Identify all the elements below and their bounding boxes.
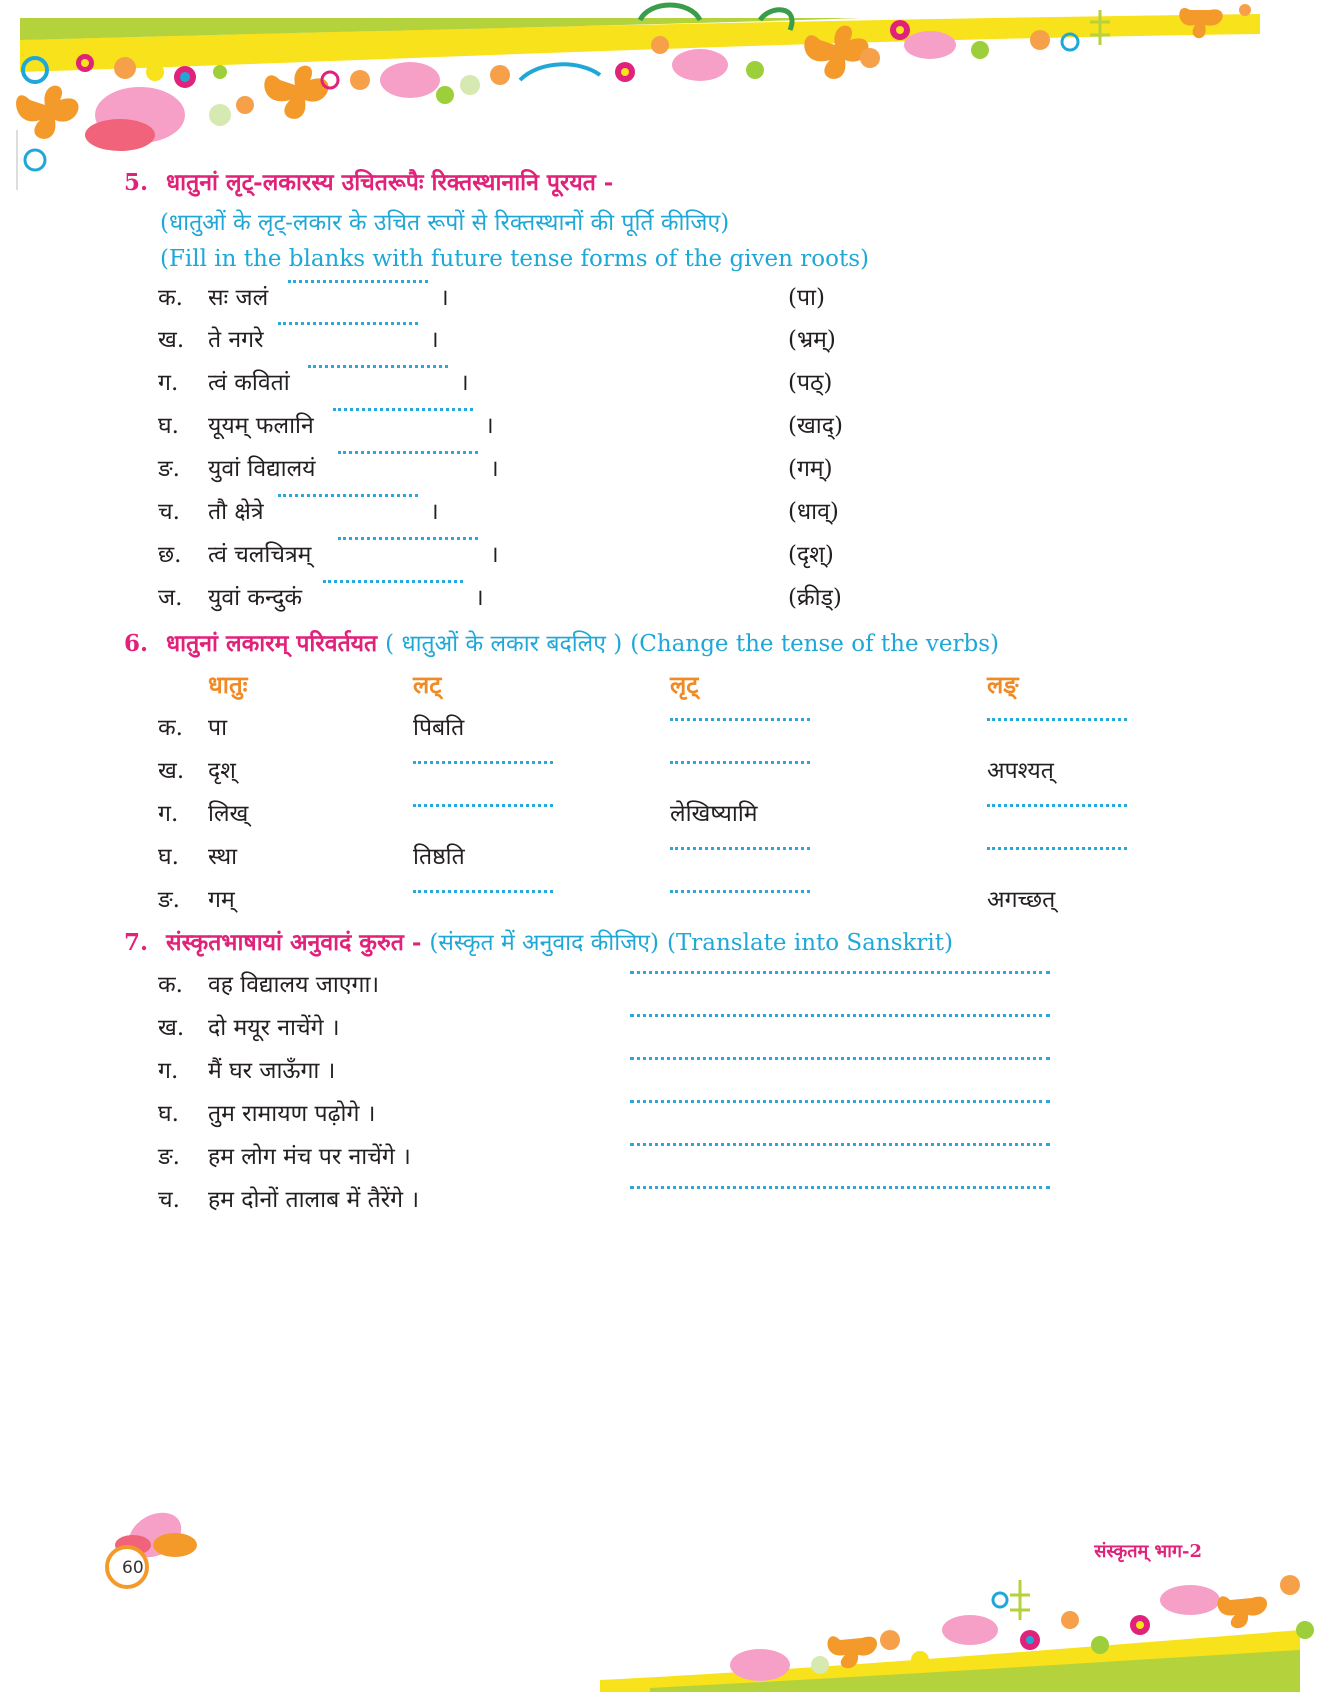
question-7-hindi-instruction: (संस्कृत में अनुवाद कीजिए) [429, 930, 659, 956]
danda: । [460, 370, 469, 396]
root-hint: (धाव्) [788, 499, 839, 525]
item-text: हम दोनों तालाब में तैरेंगे । [208, 1187, 420, 1213]
question-6-english-instruction: (Change the tense of the verbs) [630, 631, 999, 657]
item-text: युवां कन्दुकं [208, 585, 303, 611]
question-6-hindi-instruction: ( धातुओं के लकार बदलिए ) [385, 631, 623, 657]
item-label: ज. [158, 585, 183, 611]
column-header-root: धातुः [208, 670, 248, 699]
leaf-icon [209, 104, 231, 126]
question-5-english-instruction: (Fill in the blanks with future tense forms of the given roots) [160, 246, 869, 272]
item-text: हम लोग मंच पर नाचेंगे । [208, 1144, 411, 1170]
answer-blank[interactable] [987, 847, 1127, 850]
root-hint: (खाद्) [788, 413, 843, 439]
item-text: ते नगरे [208, 327, 264, 353]
question-6-heading [124, 626, 999, 658]
item-label: च. [158, 499, 180, 525]
item-text: त्वं कवितां [208, 370, 290, 396]
answer-blank[interactable] [670, 847, 810, 850]
flower-icon [490, 65, 510, 85]
cell-lang: अगच्छत् [987, 887, 1056, 913]
butterfly-icon [16, 86, 78, 139]
petal-icon [942, 1615, 998, 1645]
answer-blank[interactable] [630, 1057, 1050, 1060]
answer-blank[interactable] [288, 280, 428, 283]
item-text: तुम रामायण पढ़ोगे । [208, 1101, 376, 1127]
item-label: छ. [158, 542, 182, 568]
column-header-lat: लट् [413, 670, 442, 699]
item-text: मैं घर जाऊँगा । [208, 1058, 336, 1084]
sprout-icon [1010, 1580, 1030, 1620]
root-hint: (भ्रम्) [788, 327, 836, 353]
item-text: युवां विद्यालयं [208, 456, 316, 482]
bottom-floral-border [600, 1570, 1332, 1692]
flower-icon [1239, 4, 1251, 16]
cell-lat: तिष्ठति [413, 844, 465, 870]
petal-icon [904, 31, 956, 59]
cell-root: स्था [208, 844, 238, 870]
question-number: 6. [124, 630, 149, 657]
petal-icon [380, 62, 440, 98]
answer-blank[interactable] [333, 408, 473, 411]
flower-icon [436, 86, 454, 104]
item-label: ङ. [158, 456, 180, 482]
item-label: घ. [158, 413, 179, 439]
petal-icon [85, 119, 155, 151]
answer-blank[interactable] [278, 322, 418, 325]
danda: । [490, 456, 499, 482]
answer-blank[interactable] [630, 1014, 1050, 1017]
item-text: तौ क्षेत्रे [208, 499, 264, 525]
flower-icon [860, 48, 880, 68]
row-label: ङ. [158, 887, 180, 913]
item-label: ङ. [158, 1144, 180, 1170]
petal-icon [730, 1649, 790, 1681]
question-title: धातुनां लकारम् परिवर्तयत [166, 630, 378, 657]
question-7-heading [124, 925, 953, 957]
swirl-icon [25, 150, 45, 170]
item-label: क. [158, 972, 183, 998]
item-label: ग. [158, 1058, 179, 1084]
leaf-icon [746, 61, 764, 79]
answer-blank[interactable] [670, 761, 810, 764]
root-hint: (दृश्) [788, 542, 834, 568]
row-label: घ. [158, 844, 179, 870]
swirl-icon [993, 1593, 1007, 1607]
item-label: ग. [158, 370, 179, 396]
item-text: दो मयूर नाचेंगे । [208, 1015, 340, 1041]
question-number: 5. [124, 169, 149, 196]
column-header-lrt: लृट् [670, 670, 699, 699]
cell-root: पा [208, 715, 228, 741]
item-text: सः जलं [208, 285, 269, 311]
butterfly-icon [1218, 1596, 1268, 1628]
danda: । [430, 327, 439, 353]
flower-icon [1280, 1575, 1300, 1595]
leaf-icon [460, 75, 480, 95]
answer-blank[interactable] [630, 1186, 1050, 1189]
flower-icon [911, 1651, 929, 1669]
flower-icon [880, 1630, 900, 1650]
item-label: ख. [158, 1015, 185, 1041]
book-title: संस्कृतम् भाग-2 [1094, 1541, 1202, 1562]
answer-blank[interactable] [630, 1100, 1050, 1103]
question-title: संस्कृतभाषायां अनुवादं कुरुत [166, 929, 404, 956]
cell-lrt: लेखिष्यामि [670, 801, 758, 827]
item-text: यूयम् फलानि [208, 413, 314, 439]
answer-blank[interactable] [338, 537, 478, 540]
cell-lat: पिबति [413, 715, 465, 741]
row-label: ख. [158, 758, 185, 784]
answer-blank[interactable] [338, 451, 478, 454]
answer-blank[interactable] [630, 971, 1050, 974]
swirl-icon [520, 64, 600, 80]
answer-blank[interactable] [670, 890, 810, 893]
item-label: ख. [158, 327, 185, 353]
answer-blank[interactable] [987, 718, 1127, 721]
question-7-english-instruction: (Translate into Sanskrit) [666, 930, 953, 956]
flower-icon [114, 57, 136, 79]
leaf-icon [811, 1656, 829, 1674]
answer-blank[interactable] [987, 804, 1127, 807]
question-title: धातुनां लृट्-लकारस्य उचितरूपैः रिक्तस्थानानि पूरयत - [166, 169, 614, 196]
flower-icon [971, 41, 989, 59]
danda: । [475, 585, 484, 611]
danda: । [490, 542, 499, 568]
flower-icon [651, 36, 669, 54]
danda: । [440, 285, 449, 311]
answer-blank[interactable] [278, 494, 418, 497]
row-label: क. [158, 715, 183, 741]
question-number: 7. [124, 929, 149, 956]
dash: - [411, 929, 422, 956]
cell-root: दृश् [208, 758, 236, 784]
item-text: वह विद्यालय जाएगा। [208, 972, 380, 998]
item-label: घ. [158, 1101, 179, 1127]
flower-icon [1091, 1636, 1109, 1654]
root-hint: (क्रीड्) [788, 585, 842, 611]
root-hint: (गम्) [788, 456, 833, 482]
page-number: 60 [122, 1558, 144, 1578]
item-text: त्वं चलचित्रम् [208, 542, 312, 568]
flower-icon [236, 96, 254, 114]
flower-icon [350, 70, 370, 90]
item-label: च. [158, 1187, 180, 1213]
danda: । [485, 413, 494, 439]
question-5-heading [124, 165, 613, 197]
flower-icon [213, 65, 227, 79]
answer-blank[interactable] [630, 1143, 1050, 1146]
butterfly-icon [264, 66, 328, 119]
page-number-badge [105, 1505, 205, 1595]
swirl-icon [640, 5, 700, 20]
answer-blank[interactable] [670, 718, 810, 721]
answer-blank[interactable] [308, 365, 448, 368]
cell-lang: अपश्यत् [987, 758, 1054, 784]
flower-icon [146, 63, 164, 81]
column-header-lang: लङ् [987, 670, 1019, 699]
cell-root: लिख् [208, 801, 249, 827]
item-label: क. [158, 285, 183, 311]
answer-blank[interactable] [413, 761, 553, 764]
root-hint: (पा) [788, 285, 825, 311]
danda: । [430, 499, 439, 525]
root-hint: (पठ्) [788, 370, 833, 396]
petal-icon [672, 49, 728, 81]
petal-icon [1160, 1585, 1220, 1615]
answer-blank[interactable] [413, 890, 553, 893]
flower-icon [1061, 1611, 1079, 1629]
flower-icon [1296, 1621, 1314, 1639]
answer-blank[interactable] [323, 580, 463, 583]
row-label: ग. [158, 801, 179, 827]
cell-root: गम् [208, 887, 235, 913]
answer-blank[interactable] [413, 804, 553, 807]
flower-icon [1030, 30, 1050, 50]
question-5-hindi-instruction: (धातुओं के लृट्-लकार के उचित रूपों से रिक्तस्थानों की पूर्ति कीजिए) [160, 210, 730, 236]
